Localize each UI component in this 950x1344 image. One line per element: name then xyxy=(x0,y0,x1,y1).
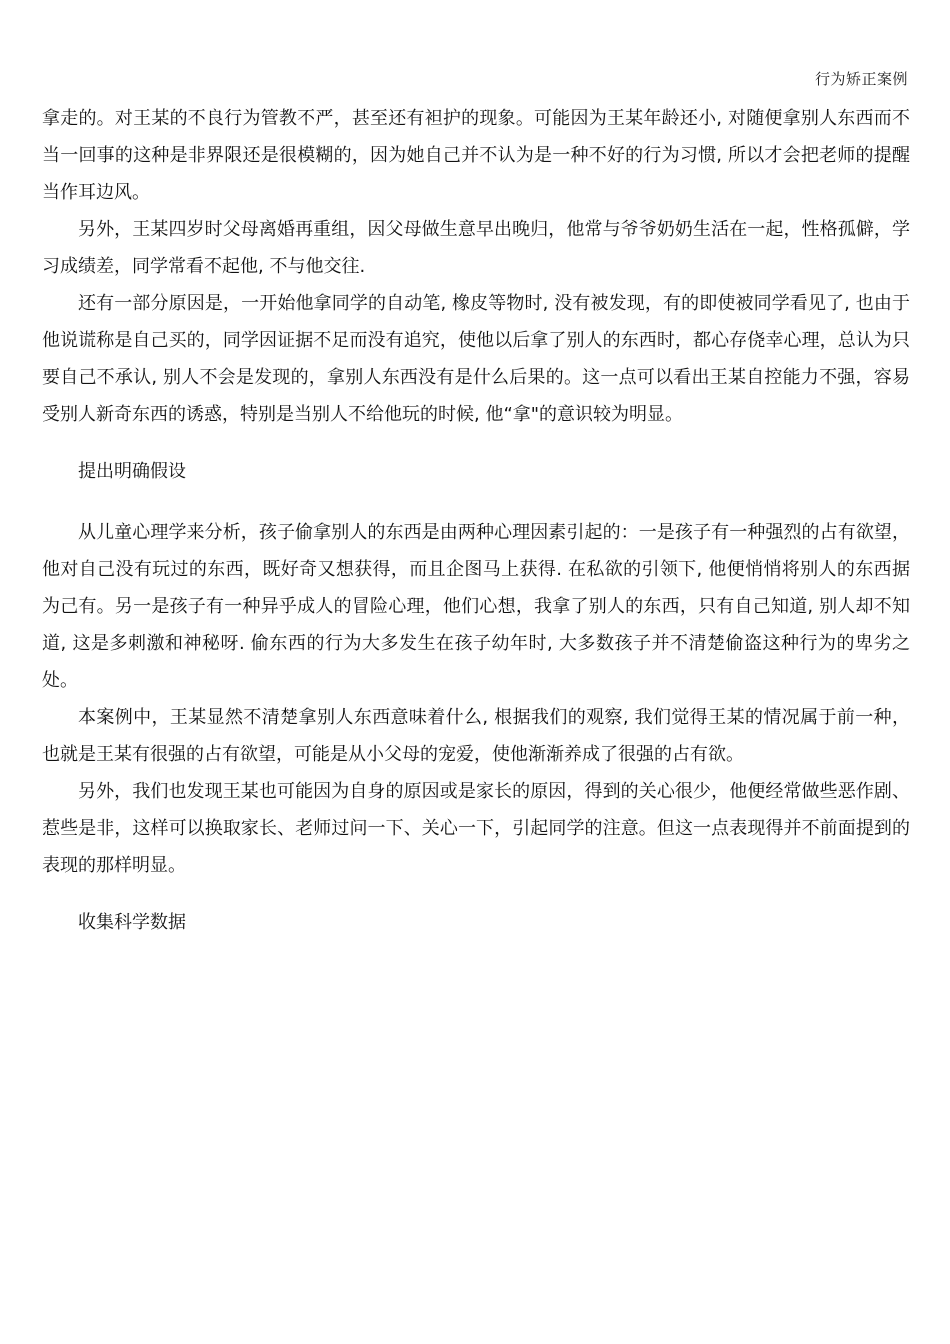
section-heading-data: 收集科学数据 xyxy=(78,912,186,933)
section-heading-hypothesis: 提出明确假设 xyxy=(78,461,186,482)
paragraph-1: 拿走的。对王某的不良行为管教不严，甚至还有袒护的现象。可能因为王某年龄还小, 对随便拿别人东西而不当一回事的这种是非界限还是很模糊的，因为她自己并不认为是一种不好的行为习惯, 所以才会把老师的提醒当作耳边风。 xyxy=(42,108,910,203)
document-body xyxy=(42,100,910,941)
paragraph-2: 另外，王某四岁时父母离婚再重组，因父母做生意早出晚归，他常与爷爷奶奶生活在一起，性格孤僻，学习成绩差，同学常看不起他, 不与他交往. xyxy=(42,219,910,277)
paragraph-6: 另外，我们也发现王某也可能因为自身的原因或是家长的原因，得到的关心很少，他便经常做些恶作剧、惹些是非，这样可以换取家长、老师过问一下、关心一下，引起同学的注意。但这一点表现得并不前面提到的表现的那样明显。 xyxy=(42,781,910,876)
page-header-title: 行为矫正案例 xyxy=(814,70,908,88)
paragraph-5: 本案例中，王某显然不清楚拿别人东西意味着什么, 根据我们的观察, 我们觉得王某的情况属于前一种，也就是王某有很强的占有欲望，可能是从小父母的宠爱，使他渐渐养成了很强的占有欲。 xyxy=(42,707,910,765)
paragraph-4: 从儿童心理学来分析，孩子偷拿别人的东西是由两种心理因素引起的：一是孩子有一种强烈的占有欲望，他对自己没有玩过的东西，既好奇又想获得，而且企图马上获得. 在私欲的引领下, 他便悄悄将别人的东西据为己有。另一是孩子有一种异乎成人的冒险心理，他们心想，我拿了别人的东西，只有自己知道, 别人却不知道, 这是多刺激和神秘呀. 偷东西的行为大多发生在孩子幼年时, 大多数孩子并不清楚偷盗这种行为的卑劣之处。 xyxy=(42,522,910,691)
paragraph-3: 还有一部分原因是，一开始他拿同学的自动笔, 橡皮等物时, 没有被发现，有的即使被同学看见了, 也由于他说谎称是自己买的，同学因证据不足而没有追究，使他以后拿了别人的东西时，都心存侥幸心理，总认为只要自己不承认, 别人不会是发现的，拿别人东西没有是什么后果的。这一点可以看出王某自控能力不强，容易受别人新奇东西的诱惑，特别是当别人不给他玩的时候, 他“拿"的意识较为明显。 xyxy=(42,293,910,425)
